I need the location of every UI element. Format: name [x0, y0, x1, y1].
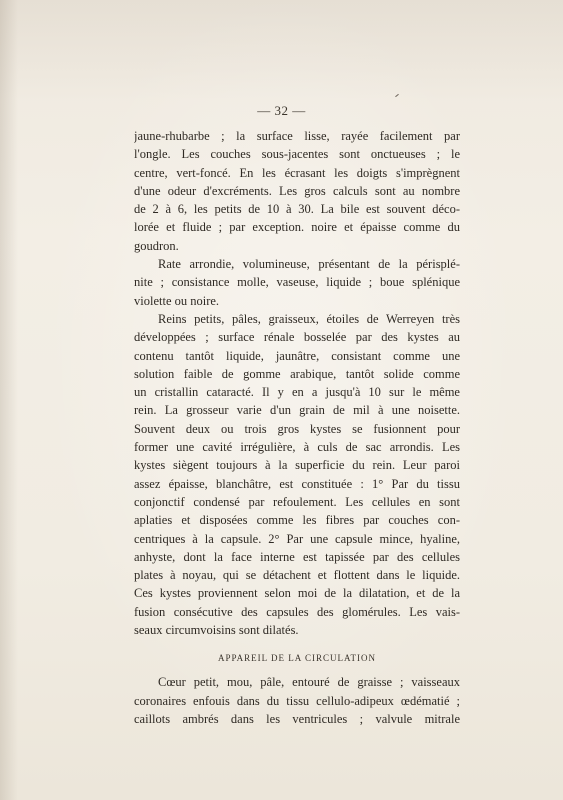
text-line: d'une odeur d'excréments. Les gros calculs sont au nombre	[134, 183, 460, 198]
text-line: développées ; surface rénale bosselée par des kystes au	[134, 330, 460, 345]
text-line: anhyste, dont la face interne est tapissée par des cellules	[134, 549, 460, 564]
paragraph	[134, 673, 460, 728]
text-line: seaux circumvoisins sont dilatés.	[134, 623, 299, 638]
text-line: Reins petits, pâles, graisseux, étoiles de Werreyen très	[158, 311, 460, 326]
text-line: jaune-rhubarbe ; la surface lisse, rayée facilement par	[134, 129, 460, 143]
text-line: Cœur petit, mou, pâle, entouré de graisse ; vaisseaux	[158, 675, 460, 690]
text-line: aplaties et disposées comme les fibres par couches con-	[134, 513, 460, 528]
text-line: assez épaisse, blanchâtre, est constituée : 1° Par du tissu	[134, 476, 460, 491]
text-line: kystes siègent toujours à la superficie du rein. Leur paroi	[134, 458, 460, 473]
text-line: de 2 à 6, les petits de 10 à 30. La bile est souvent déco-	[134, 202, 460, 217]
paragraph	[134, 310, 460, 639]
text-line: former une cavité irrégulière, à culs de sac arrondis. Les	[134, 440, 460, 455]
text-line: nite ; consistance molle, vaseuse, liquide ; boue splénique	[134, 275, 460, 290]
text-line: Ces kystes proviennent selon moi de la dilatation, et de la	[134, 586, 460, 601]
text-line: coronaires enfouis dans du tissu cellulo-adipeux œdématié ;	[134, 693, 460, 708]
text-line: conjonctif condensé par refoulement. Les cellules en sont	[134, 494, 460, 509]
text-line: goudron.	[134, 238, 179, 253]
text-line: solution faible de gomme arabique, tantôt solide comme	[134, 366, 460, 381]
paragraph	[134, 255, 460, 310]
section-heading: APPAREIL DE LA CIRCULATION	[217, 653, 377, 664]
body-text	[134, 127, 460, 728]
text-line: plates à noyau, qui se détachent et flottent dans le liquide.	[134, 568, 460, 583]
text-line: violette ou noire.	[134, 293, 220, 308]
text-line: lorée et fluide ; par exception. noire et épaisse comme du	[134, 220, 460, 235]
text-line: l'ongle. Les couches sous-jacentes sont onctueuses ; le	[134, 147, 460, 162]
paragraph	[134, 127, 460, 255]
page-number: — 32 —	[257, 103, 306, 118]
text-line: centre, vert-foncé. En les écrasant les doigts s'imprègnent	[134, 165, 460, 180]
page-spine-shadow	[0, 0, 18, 800]
text-line: rein. La grosseur varie d'un grain de mil à une noisette.	[134, 403, 460, 418]
text-line: centriques à la capsule. 2° Par une capsule mince, hyaline,	[134, 531, 460, 546]
page-top-shading	[0, 0, 563, 100]
text-line: Souvent deux ou trois gros kystes se fusionnent pour	[134, 421, 460, 436]
text-line: caillots ambrés dans les ventricules ; valvule mitrale	[134, 711, 460, 726]
text-line: Rate arrondie, volumineuse, présentant de la périsplé-	[158, 257, 460, 272]
text-line: contenu tantôt liquide, jaunâtre, consistant comme une	[134, 348, 460, 363]
text-line: un cristallin cataracté. Il y en a jusqu'à 10 sur le même	[134, 385, 460, 400]
text-line: fusion consécutive des capsules des glomérules. Les vais-	[134, 604, 460, 619]
